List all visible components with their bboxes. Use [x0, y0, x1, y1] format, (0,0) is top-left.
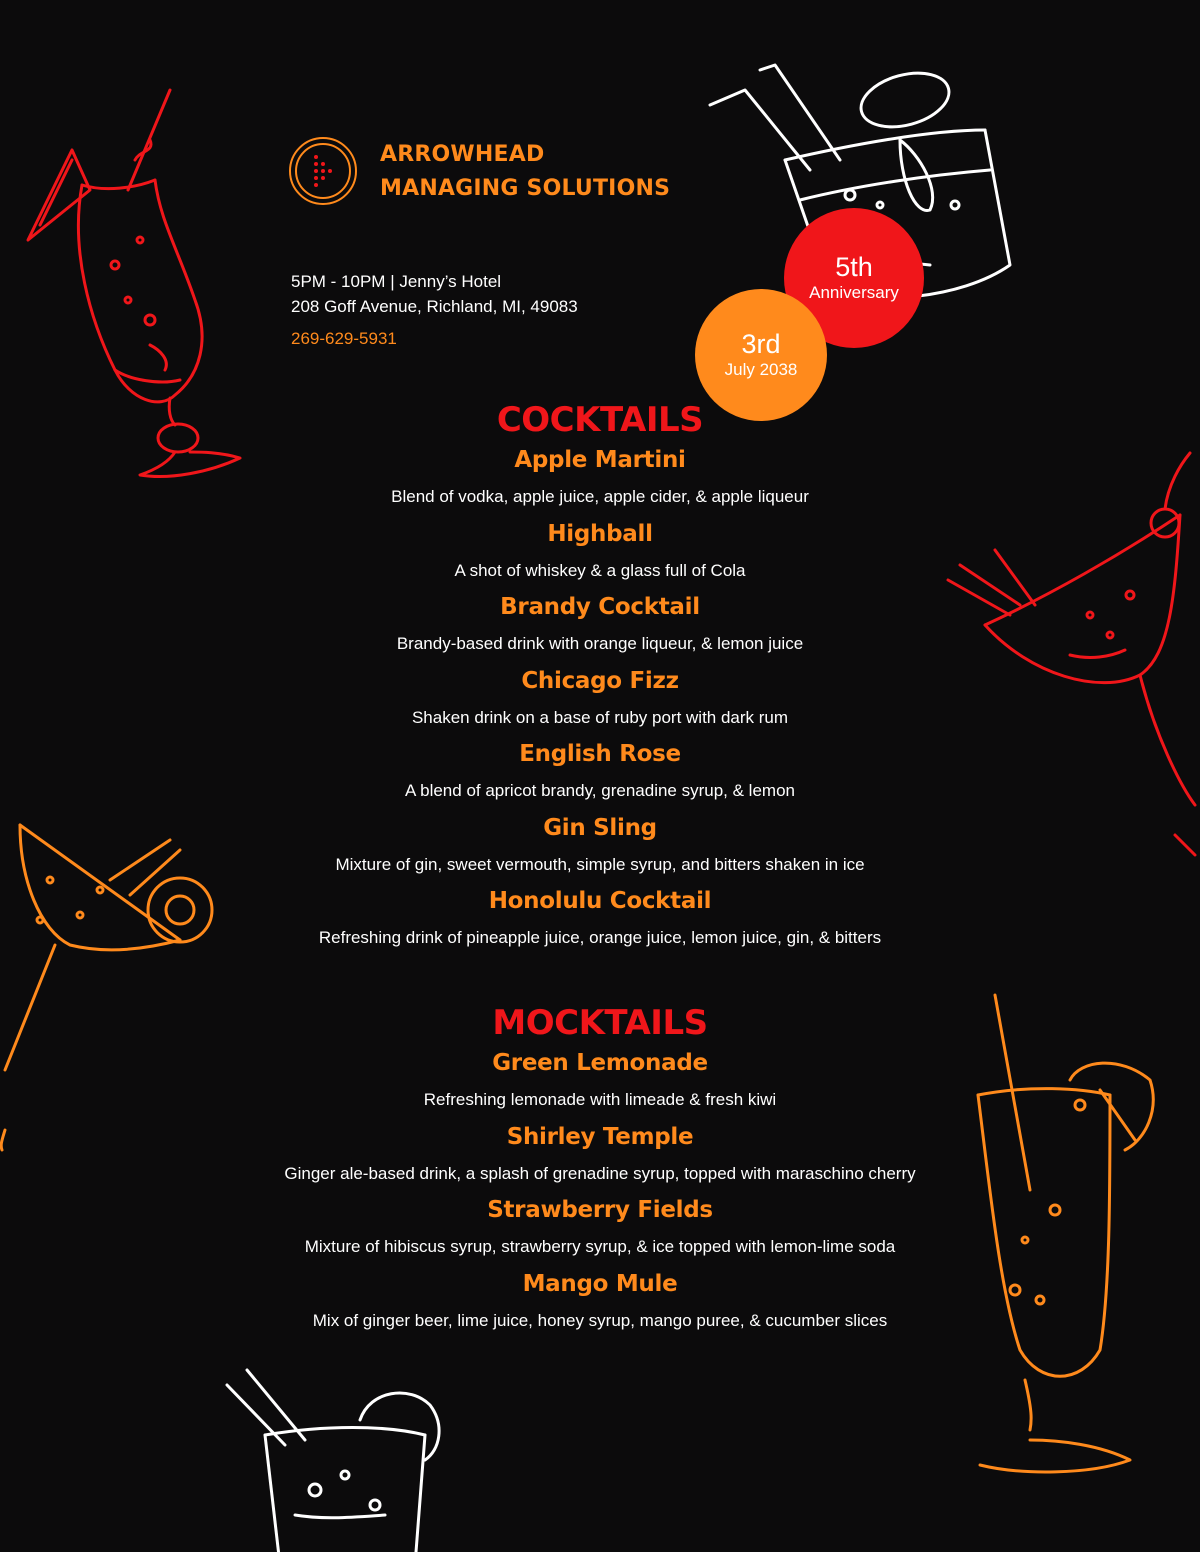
item-name: Mango Mule	[522, 1270, 678, 1297]
time-venue: 5PM - 10PM | Jenny’s Hotel	[291, 272, 502, 291]
company-name-line1: ARROWHEAD	[380, 142, 545, 167]
item-name: Shirley Temple	[506, 1123, 694, 1150]
item-description: Refreshing lemonade with limeade & fresh kiwi	[423, 1090, 777, 1109]
anniversary-label: Anniversary	[809, 283, 899, 302]
list-item	[250, 521, 950, 595]
item-description: Refreshing drink of pineapple juice, orange juice, lemon juice, gin, & bitters	[318, 928, 882, 947]
item-description: Brandy-based drink with orange liqueur, & lemon juice	[396, 634, 804, 653]
company-name-line2: MANAGING SOLUTIONS	[380, 176, 671, 201]
item-name: Green Lemonade	[492, 1050, 708, 1076]
cocktails-list	[250, 447, 950, 962]
item-name: Brandy Cocktail	[500, 594, 700, 620]
mocktails-section	[250, 1003, 950, 1344]
list-item	[250, 1050, 950, 1124]
list-item	[250, 741, 950, 815]
tall-glass-illustration	[960, 990, 1170, 1490]
item-description: A shot of whiskey & a glass full of Cola	[454, 560, 746, 580]
item-description: Ginger ale-based drink, a splash of grenadine syrup, topped with maraschino cherry	[284, 1163, 916, 1183]
martini-glass-illustration	[940, 445, 1200, 875]
list-item	[250, 1124, 950, 1198]
list-item	[250, 888, 950, 962]
list-item	[250, 594, 950, 668]
orange-martini-illustration	[0, 820, 230, 1160]
item-name: Chicago Fizz	[521, 667, 679, 694]
item-name: Honolulu Cocktail	[488, 888, 712, 914]
item-name: English Rose	[519, 741, 681, 767]
list-item	[250, 447, 950, 521]
mocktails-list	[250, 1050, 950, 1344]
item-description: Shaken drink on a base of ruby port with dark rum	[411, 707, 789, 727]
arrow-dots-logo-icon	[288, 136, 358, 206]
list-item	[250, 668, 950, 742]
item-name: Highball	[547, 520, 653, 547]
date-day: 3rd	[741, 329, 781, 359]
hurricane-glass-illustration	[10, 80, 250, 500]
item-description: Blend of vodka, apple juice, apple cider, & apple liqueur	[391, 487, 809, 506]
address: 208 Goff Avenue, Richland, MI, 49083	[291, 297, 578, 316]
cocktails-section	[250, 400, 950, 962]
item-description: Mixture of hibiscus syrup, strawberry syrup, & ice topped with lemon-lime soda	[304, 1237, 896, 1256]
mocktails-title: MOCKTAILS	[492, 1003, 708, 1043]
list-item	[250, 815, 950, 889]
item-description: A blend of apricot brandy, grenadine syrup, & lemon	[405, 781, 795, 800]
list-item	[250, 1197, 950, 1271]
short-glass-illustration	[225, 1365, 475, 1552]
phone-number: 269-629-5931	[291, 329, 397, 348]
anniversary-number: 5th	[835, 252, 873, 282]
item-name: Gin Sling	[543, 814, 657, 841]
item-description: Mix of ginger beer, lime juice, honey syrup, mango puree, & cucumber slices	[312, 1310, 888, 1330]
item-name: Apple Martini	[514, 447, 686, 473]
event-info	[291, 269, 578, 351]
date-month-year: July 2038	[724, 360, 798, 379]
item-description: Mixture of gin, sweet vermouth, simple syrup, and bitters shaken in ice	[335, 854, 865, 874]
list-item	[250, 1271, 950, 1345]
cocktails-title: COCKTAILS	[496, 400, 704, 440]
company-name	[380, 138, 670, 206]
item-name: Strawberry Fields	[487, 1197, 713, 1223]
